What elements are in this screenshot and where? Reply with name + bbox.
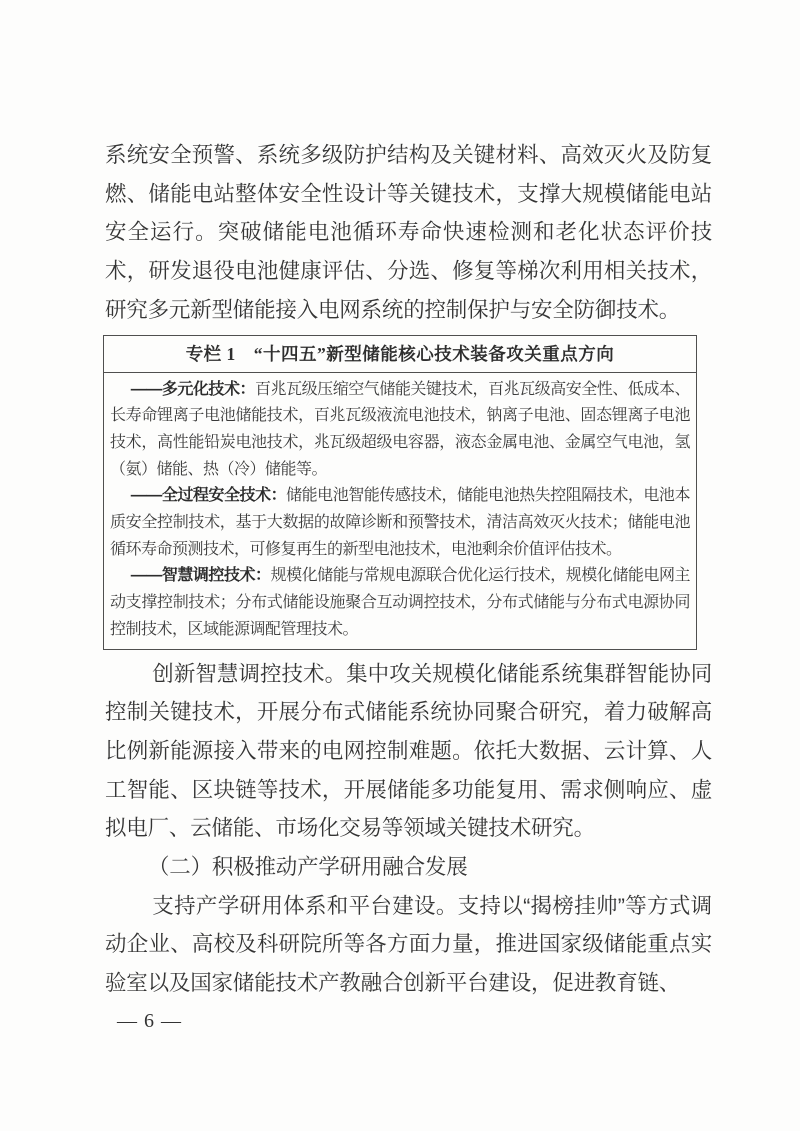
paragraph-smart-control-innovation: 创新智慧调控技术。集中攻关规模化储能系统集群智能协同控制关键技术，开展分布式储能系统协同聚合研究，着力破解高比例新能源接入带来的电网控制难题。依托大数据、云计算、人工智能、区块链等技术，开展储能多功能复用、需求侧响应、虚拟电厂、云储能、市场化交易等领域关键技术研究。 xyxy=(105,661,712,841)
box-item-smart-dispatch-tech xyxy=(110,563,690,643)
paragraph-industry-academia-support: 支持产学研用体系和平台建设。支持以“揭榜挂帅”等方式调动企业、高校及科研院所等各方面力量，推进国家级储能重点实验室以及国家储能技术产教融合创新平台建设，促进教育链、 xyxy=(105,893,712,996)
box-title: 专栏 1 “十四五”新型储能核心技术装备攻关重点方向 xyxy=(104,336,696,373)
page-number: — 6 — xyxy=(117,1009,182,1032)
box-item-text: 储能电池智能传感技术，储能电池热失控阻隔技术，电池本质安全控制技术，基于大数据的故障诊断和预警技术，清洁高效灭火技术；储能电池循环寿命预测技术，可修复再生的新型电池技术，电池剩余价值评估技术。 xyxy=(110,487,690,558)
box-item-label: ——多元化技术： xyxy=(130,380,256,398)
section-heading: （二）积极推动产学研用融合发展 xyxy=(148,855,468,880)
box-item-label: ——智慧调控技术： xyxy=(130,567,271,585)
box-item-whole-process-safety-tech xyxy=(110,483,690,563)
box-item-text: 规模化储能与常规电源联合优化运行技术，规模化储能电网主动支撑控制技术；分布式储能设施聚合互动调控技术，分布式储能与分布式电源协同控制技术，区域能源调配管理技术。 xyxy=(110,567,690,638)
box-item-text: 百兆瓦级压缩空气储能关键技术，百兆瓦级高安全性、低成本、长寿命锂离子电池储能技术，百兆瓦级液流电池技术，钠离子电池、固态锂离子电池技术，高性能铅炭电池技术，兆瓦级超级电容器，液态金属电池、金属空气电池，氢（氨）储能、热（冷）储能等。 xyxy=(110,380,690,478)
box-item-diversified-tech xyxy=(110,377,690,484)
box-body xyxy=(104,373,696,649)
paragraph-storage-safety: 系统安全预警、系统多级防护结构及关键材料、高效灭火及防复燃、储能电站整体安全性设计等关键技术，支撑大规模储能电站安全运行。突破储能电池循环寿命快速检测和老化状态评价技术，研发退役电池健康评估、分选、修复等梯次利用相关技术，研究多元新型储能接入电网系统的控制保护与安全防御技术。 xyxy=(105,143,712,322)
special-column-box xyxy=(103,335,697,650)
box-item-label: ——全过程安全技术： xyxy=(130,487,287,505)
page-content xyxy=(105,136,712,1033)
